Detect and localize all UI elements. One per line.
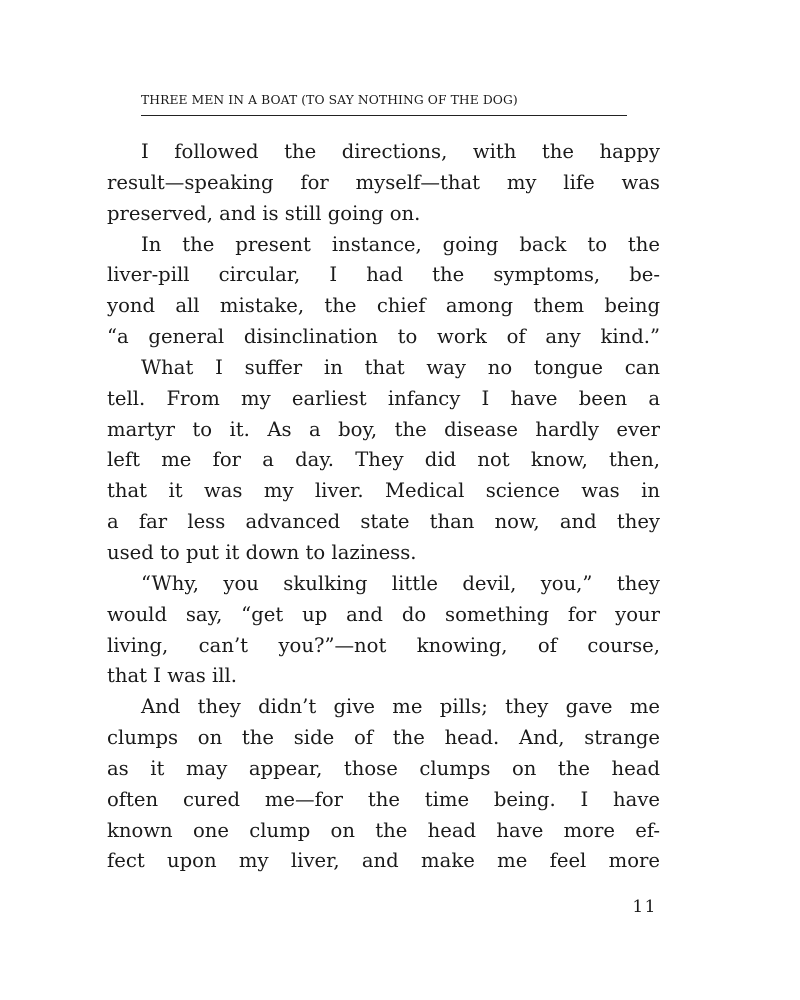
text-line: I followed the directions, with the happy <box>141 140 660 163</box>
text-line: that I was ill. <box>107 664 238 688</box>
text-line: as it may appear, those clumps on the head <box>107 756 660 780</box>
text-line: often cured me—for the time being. I have <box>107 787 660 811</box>
text-line: clumps on the side of the head. And, strange <box>107 726 660 750</box>
text-line: left me for a day. They did not know, then, <box>107 448 660 472</box>
body-text <box>107 137 660 877</box>
page-number: 11 <box>632 897 657 917</box>
text-line: preserved, and is still going on. <box>107 201 421 225</box>
text-line: “Why, you skulking little devil, you,” they <box>141 571 660 595</box>
text-line: “a general disinclination to work of any kind.” <box>107 325 660 349</box>
text-line: yond all mistake, the chief among them being <box>107 294 660 318</box>
text-line: fect upon my liver, and make me feel more <box>107 849 660 873</box>
text-line: What I suffer in that way no tongue can <box>141 355 660 379</box>
paragraph <box>107 692 660 877</box>
running-head <box>141 91 627 116</box>
text-line: liver-pill circular, I had the symptoms, be- <box>107 263 660 287</box>
paragraph <box>107 569 660 692</box>
text-line: that it was my liver. Medical science was in <box>107 479 660 503</box>
text-line: used to put it down to laziness. <box>107 540 417 564</box>
text-line: tell. From my earliest infancy I have been a <box>107 386 660 410</box>
text-line: a far less advanced state than now, and they <box>107 510 660 534</box>
paragraph <box>107 353 660 569</box>
text-line: And they didn’t give me pills; they gave me <box>141 695 660 719</box>
running-head-title: THREE MEN IN A BOAT (TO SAY NOTHING OF THE DOG) <box>141 93 518 107</box>
text-line: living, can’t you?”—not knowing, of course, <box>107 633 660 657</box>
paragraph <box>107 230 660 353</box>
text-line: In the present instance, going back to the <box>141 232 660 256</box>
text-line: martyr to it. As a boy, the disease hardly ever <box>107 417 660 441</box>
paragraph <box>107 137 660 230</box>
text-line: result—speaking for myself—that my life was <box>107 170 660 194</box>
text-line: would say, “get up and do something for your <box>107 602 660 626</box>
text-line: known one clump on the head have more ef- <box>107 818 660 842</box>
